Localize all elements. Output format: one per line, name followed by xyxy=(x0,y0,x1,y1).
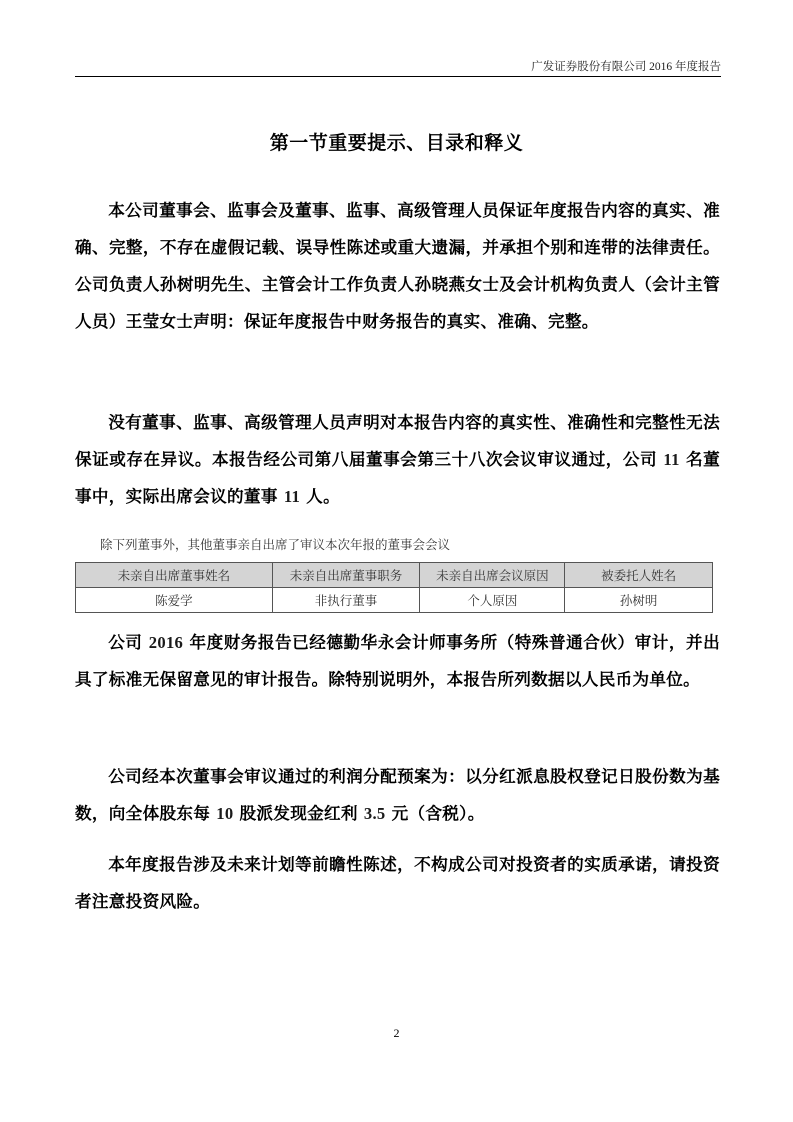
column-header: 未亲自出席董事姓名 xyxy=(76,563,273,588)
report-year: 2016 xyxy=(148,633,184,652)
paragraph-board-guarantee: 本公司董事会、监事会及董事、监事、高级管理人员保证年度报告内容的真实、准确、完整，不存在虚假记载、误导性陈述或重大遗漏，并承担个别和连带的法律责任。公司负责人孙树明先生、主管会计工作负责人孙晓燕女士及会计机构负责人（会计主管人员）王莹女士声明：保证年度报告中财务报告的真实、准确、完整。 xyxy=(75,201,720,331)
director-name-cell: 陈爱学 xyxy=(76,588,273,613)
header-title: 广发证券股份有限公司 2016 年度报告 xyxy=(531,61,721,73)
director-role-cell: 非执行董事 xyxy=(272,588,420,613)
page-number: 2 xyxy=(393,1026,400,1040)
paragraph-audit: 公司 2016 年度财务报告已经德勤华永会计师事务所（特殊普通合伙）审计，并出具了标准无保留意见的审计报告。除特别说明外，本报告所列数据以人民币为单位。 xyxy=(75,633,721,689)
absent-directors-table xyxy=(75,562,713,613)
page-header xyxy=(75,56,721,77)
dividend-share-base: 10 xyxy=(216,804,234,823)
column-header: 未亲自出席董事职务 xyxy=(272,563,420,588)
table-header-row xyxy=(76,563,713,588)
paragraph-no-objection: 没有董事、监事、高级管理人员声明对本报告内容的真实性、准确性和完整性无法保证或存在异议。本报告经公司第八届董事会第三十八次会议审议通过，公司 11 名董事中，实际出席会议的董事 11 人。 xyxy=(75,413,720,506)
attending-directors-count: 11 xyxy=(283,487,301,506)
absence-reason-cell: 个人原因 xyxy=(420,588,565,613)
proxy-name-cell: 孙树明 xyxy=(565,588,713,613)
dividend-amount: 3.5 xyxy=(363,804,386,823)
directors-count: 11 xyxy=(663,450,680,469)
column-header: 未亲自出席会议原因 xyxy=(420,563,565,588)
section-title: 第一节重要提示、目录和释义 xyxy=(269,132,524,154)
table-row xyxy=(76,588,713,613)
table-note: 除下列董事外，其他董事亲自出席了审议本次年报的董事会会议 xyxy=(100,537,451,552)
paragraph-forward-looking: 本年度报告涉及未来计划等前瞻性陈述，不构成公司对投资者的实质承诺，请投资者注意投资风险。 xyxy=(75,855,720,911)
paragraph-dividend: 公司经本次董事会审议通过的利润分配预案为：以分红派息股权登记日股份数为基数，向全体股东每 10 股派发现金红利 3.5 元（含税）。 xyxy=(75,767,720,823)
column-header: 被委托人姓名 xyxy=(565,563,713,588)
